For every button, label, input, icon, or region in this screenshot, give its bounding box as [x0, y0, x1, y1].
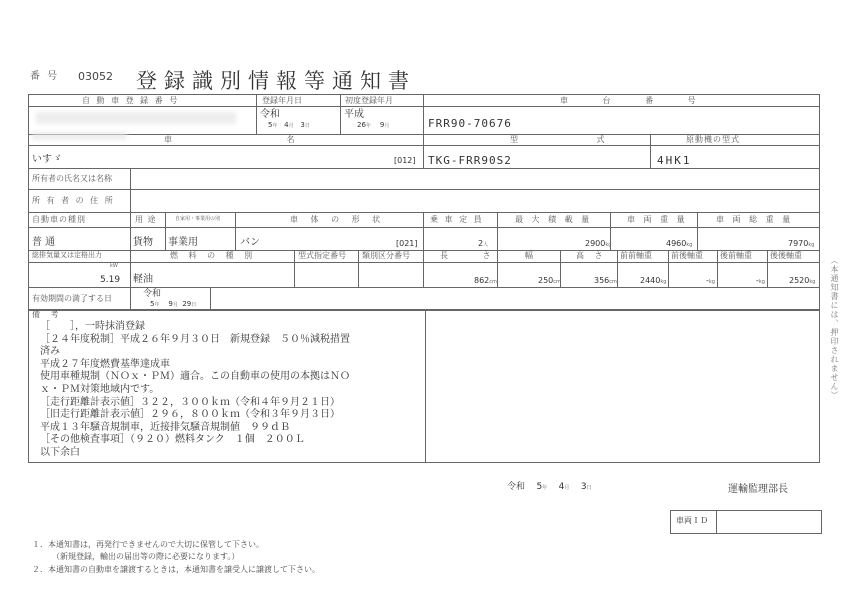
remarks-line: ｘ・ＰＭ対策地域内です。 — [40, 383, 160, 395]
owner-address-label: 所 有 者 の 住 所 — [32, 196, 115, 205]
height-label: 高 さ — [576, 251, 607, 260]
expiry-era: 令和 — [143, 289, 162, 299]
remarks-line: ［ ］，一時抹消登録 — [40, 321, 145, 332]
reg-date-label: 登録年月日 — [262, 96, 302, 105]
type-no-label: 型式指定番号 — [298, 251, 346, 260]
note-1b: （新規登録，輸出の届出等の際に必要になります。） — [52, 552, 240, 561]
chassis-label: 車 台 番 号 — [560, 96, 712, 105]
max-load-value: 2900kg — [585, 239, 612, 248]
model-value: TKG-FRR90S2 — [428, 154, 512, 167]
remarks-line: ［その他検査事項］（９２０）燃料タンク １個 ２００Ｌ — [40, 434, 305, 446]
reg-era: 令和 — [260, 109, 280, 120]
expiry-label: 有効期間の満了する日 — [32, 294, 112, 303]
rf-axle-value: -kg — [756, 276, 765, 285]
width-value: 250cm — [538, 276, 561, 285]
number-value: 03052 — [78, 70, 113, 83]
first-reg-value: 26年 9月 — [357, 121, 390, 129]
width-label: 幅 — [525, 251, 535, 260]
length-value: 862cm — [474, 276, 497, 285]
first-reg-label: 初度登録年月 — [345, 96, 393, 105]
note-1: １．本通知書は，再発行できませんので大切に保管して下さい。 — [32, 540, 264, 549]
reg-no-label: 自 動 車 登 録 番 号 — [82, 96, 180, 105]
fuel-value: 軽油 — [133, 274, 153, 285]
remarks-line: ［２４年度税制］平成２６年９月３０日 新規登録 ５０％減税措置 — [40, 333, 350, 345]
owner-name-label: 所有者の氏名又は名称 — [32, 174, 112, 183]
remarks-label: 備 考 — [32, 310, 63, 319]
use-label: 用 途 — [135, 215, 157, 224]
ff-axle-value: 2440kg — [640, 276, 667, 285]
weight-value: 4960kg — [666, 239, 693, 248]
rr-axle-value: 2520kg — [789, 276, 816, 285]
note-2: ２．本通知書の自動車を譲渡するときは，本通知書を譲受人に譲渡して下さい。 — [32, 565, 320, 574]
maker-name: いすゞ — [32, 154, 62, 165]
remarks-line: ［旧走行距離計表示値］２９６，８００ｋｍ（令和３年９月３日） — [40, 409, 340, 421]
length-label: 長 さ — [440, 251, 507, 260]
issue-date: 令和 5年 4月 3日 — [507, 482, 592, 492]
issuer: 運輸監理部長 — [728, 484, 788, 495]
private-value: 事業用 — [168, 237, 198, 248]
kind-value: 普 通 — [32, 237, 56, 248]
remarks-line: 平成１３年騒音規制車，近接排気騒音規制値 ９９ｄＢ — [40, 421, 290, 433]
redaction-mark — [32, 132, 127, 140]
displacement-value: 5.19 — [100, 275, 121, 285]
displacement-label: 総排気量又は定格出力 — [32, 251, 102, 259]
use-value: 貨物 — [133, 237, 153, 248]
vehicle-id-label: 車両ＩＤ — [676, 516, 708, 525]
maker-code: [012] — [394, 156, 416, 165]
engine-value: 4HK1 — [657, 154, 692, 167]
first-era: 平成 — [344, 109, 364, 120]
engine-label: 原動機の型式 — [686, 135, 740, 144]
model-label: 型 式 — [510, 135, 643, 144]
displacement-unit: kW — [110, 263, 118, 269]
class-no-label: 類別区分番号 — [362, 251, 410, 260]
gross-label: 車 両 総 重 量 — [716, 215, 794, 224]
fr-axle-value: -kg — [706, 276, 715, 285]
weight-label: 車 両 重 量 — [627, 215, 688, 224]
max-load-label: 最 大 積 載 量 — [515, 215, 593, 224]
capacity-label: 乗 車 定 員 — [430, 215, 484, 224]
remarks-text — [40, 321, 350, 460]
kind-label: 自動車の種別 — [32, 215, 86, 224]
body-value: バン — [240, 237, 260, 248]
remarks-line: ［走行距離計表示値］３２２，３００ｋｍ（令和４年９月２１日） — [40, 396, 340, 408]
reg-date-value: 5年 4月 3日 — [268, 121, 310, 129]
rf-axle-label: 後前軸重 — [720, 251, 752, 260]
rr-axle-label: 後後軸重 — [770, 251, 802, 260]
private-label: 自家用・事業用の別 — [175, 216, 221, 222]
document-title: 登録識別情報等通知書 — [136, 69, 416, 93]
body-label: 車 体 の 形 状 — [290, 215, 386, 224]
fuel-label: 燃 料 の 種 別 — [170, 251, 257, 260]
gross-value: 7970kg — [788, 239, 815, 248]
fr-axle-label: 前後軸重 — [671, 251, 703, 260]
capacity-value: 2人 — [478, 239, 489, 248]
remarks-line: 以下余白 — [40, 446, 80, 458]
remarks-line: 済み — [40, 346, 60, 358]
redacted-reg-no — [36, 112, 236, 124]
remarks-line: 平成２７年度燃費基準達成車 — [40, 358, 170, 370]
chassis-number: FRR90-70676 — [428, 117, 512, 130]
body-code: [021] — [396, 239, 418, 248]
number-label: 番 号 — [30, 71, 60, 82]
height-value: 356cm — [594, 276, 617, 285]
expiry-date: 5年 9月 29日 — [150, 300, 197, 308]
car-name-label: 車 名 — [164, 135, 351, 144]
side-note: （本通知書には、押印されません） — [830, 256, 839, 400]
remarks-line: 使用車種規制（ＮＯｘ・ＰＭ）適合。この自動車の使用の本拠はＮＯ — [40, 371, 350, 383]
ff-axle-label: 前前軸重 — [620, 251, 652, 260]
